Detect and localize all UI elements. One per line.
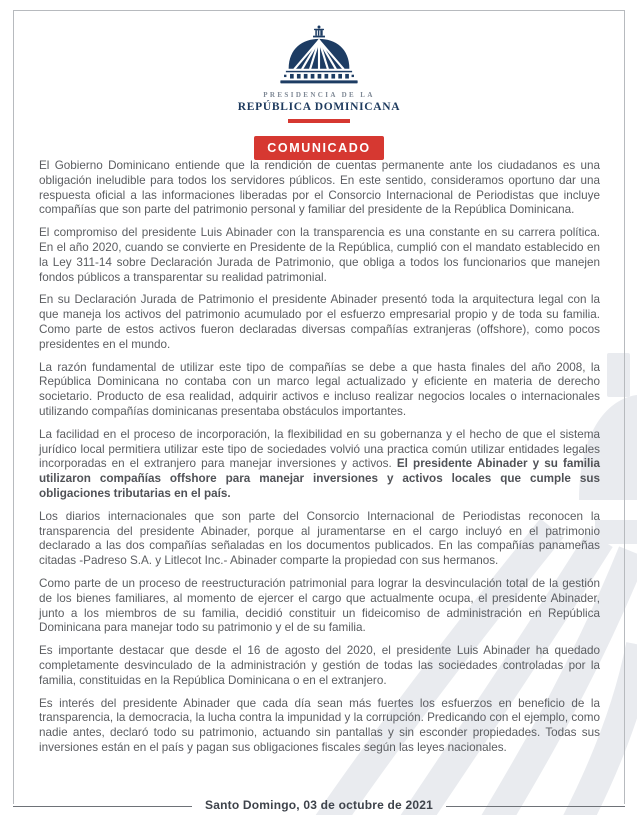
letterhead bbox=[14, 23, 624, 160]
paragraph-5: La facilidad en el proceso de incorporación, la flexibilidad en su gobernanza y el hecho de que el sistema jurídico local permitiera utilizar este tipo de sociedades volvió una practica común utilizar entidades legales incorporadas en el extranjero para manejar inversiones y activos. El presidente Abinader y su familia utilizaron compañías offshore para manejar inversiones y activos locales que cumple sus obligaciones tributarias en el país. bbox=[39, 427, 600, 500]
footer-rule-right bbox=[446, 806, 625, 808]
comunicado-badge: COMUNICADO bbox=[254, 136, 384, 160]
document-frame bbox=[13, 10, 625, 812]
footer bbox=[13, 799, 625, 813]
paragraph-8: Es importante destacar que desde el 16 de agosto del 2020, el presidente Luis Abinader ha quedado completamente desvinculado de la administración y gestión de todas las sociedades controladas por la familia, constituidas en la República Dominicana o en el extranjero. bbox=[39, 644, 600, 687]
paragraph-bold-statement: El presidente Abinader y su familia utilizaron compañías offshore para manejar inversiones y activos locales que cumple sus obligaciones tributarias en el país. bbox=[39, 457, 600, 500]
paragraph-4: La razón fundamental de utilizar este tipo de compañías se debe a que hasta finales del año 2008, la República Dominicana no contaba con un marco legal actualizado y eficiente en materia de derecho societario. Producto de esa realidad, adquirir activos e incluso realizar negocios locales o internacionales utilizando compañías dominicanas presentaba obstáculos importantes. bbox=[39, 360, 600, 418]
paragraph-2: El compromiso del presidente Luis Abinader con la transparencia es una constante en su carrera política. En el año 2020, cuando se convierte en Presidente de la República, cumplió con el mandato establecido en la Ley 311-14 sobre Declaración Jurada de Patrimonio, que obliga a todos los funcionarios que manejen fondos públicos a transparentar su realidad patrimonial. bbox=[39, 226, 600, 284]
paragraph-9: Es interés del presidente Abinader que cada día sean más fuertes los esfuerzos en beneficio de la transparencia, la democracia, la lucha contra la impunidad y la corrupción. Predicando con el ejemplo, como nadie antes, declaró todo su patrimonio, actuando sin pantallas y sin esconder propiedades. Todas sus inversiones están en el país y pagan sus obligaciones fiscales según las leyes nacionales. bbox=[39, 696, 600, 754]
footer-rule-left bbox=[13, 806, 192, 808]
red-divider bbox=[288, 119, 350, 123]
presidential-dome-icon bbox=[273, 23, 365, 87]
paragraph-1: El Gobierno Dominicano entiende que la rendición de cuentas permanente ante los ciudadanos es una obligación ineludible para todos los servidores públicos. En este sentido, consideramos oportuno dar una respuesta oficial a las informaciones liberadas por el Consorcio Internacional de Periodistas que incluye compañías que son parte del patrimonio personal y familiar del presidente de la República Dominicana. bbox=[39, 159, 600, 217]
paragraph-6: Los diarios internacionales que son parte del Consorcio Internacional de Periodistas reconocen la transparencia del presidente Abinader, porque al juramentarse en el cargo incluyó en el patrimonio declarado a las dos compañías señaladas en los documentos publicados. En las compañías panameñas citadas -Padreso S.A. y Litlecot Inc.- Abinader comparte la propiedad con sus hermanos. bbox=[39, 509, 600, 568]
communique-body bbox=[39, 159, 600, 764]
paragraph-7: Como parte de un proceso de reestructuración patrimonial para lograr la desvinculación total de la gestión de los bienes familiares, al momento de ejercer el cargo que actualmente ocupa, el presidente Abinader, junto a los miembros de su familia, decidió constituir un fideicomiso de administración en República Dominicana para manejar todo su patrimonio y el de su familia. bbox=[39, 576, 600, 635]
org-name-small: PRESIDENCIA DE LA bbox=[263, 91, 375, 99]
org-name-large: REPÚBLICA DOMINICANA bbox=[237, 101, 401, 113]
date-line: Santo Domingo, 03 de octubre de 2021 bbox=[205, 798, 433, 812]
paragraph-3: En su Declaración Jurada de Patrimonio el presidente Abinader presentó toda la arquitectura legal con la que maneja los activos del patrimonio acumulado por el esfuerzo empresarial propio y de toda su familia. Como parte de estos activos fueron declaradas diversas compañías extranjeras (offshore), como pocos presidentes en el mundo. bbox=[39, 293, 600, 351]
